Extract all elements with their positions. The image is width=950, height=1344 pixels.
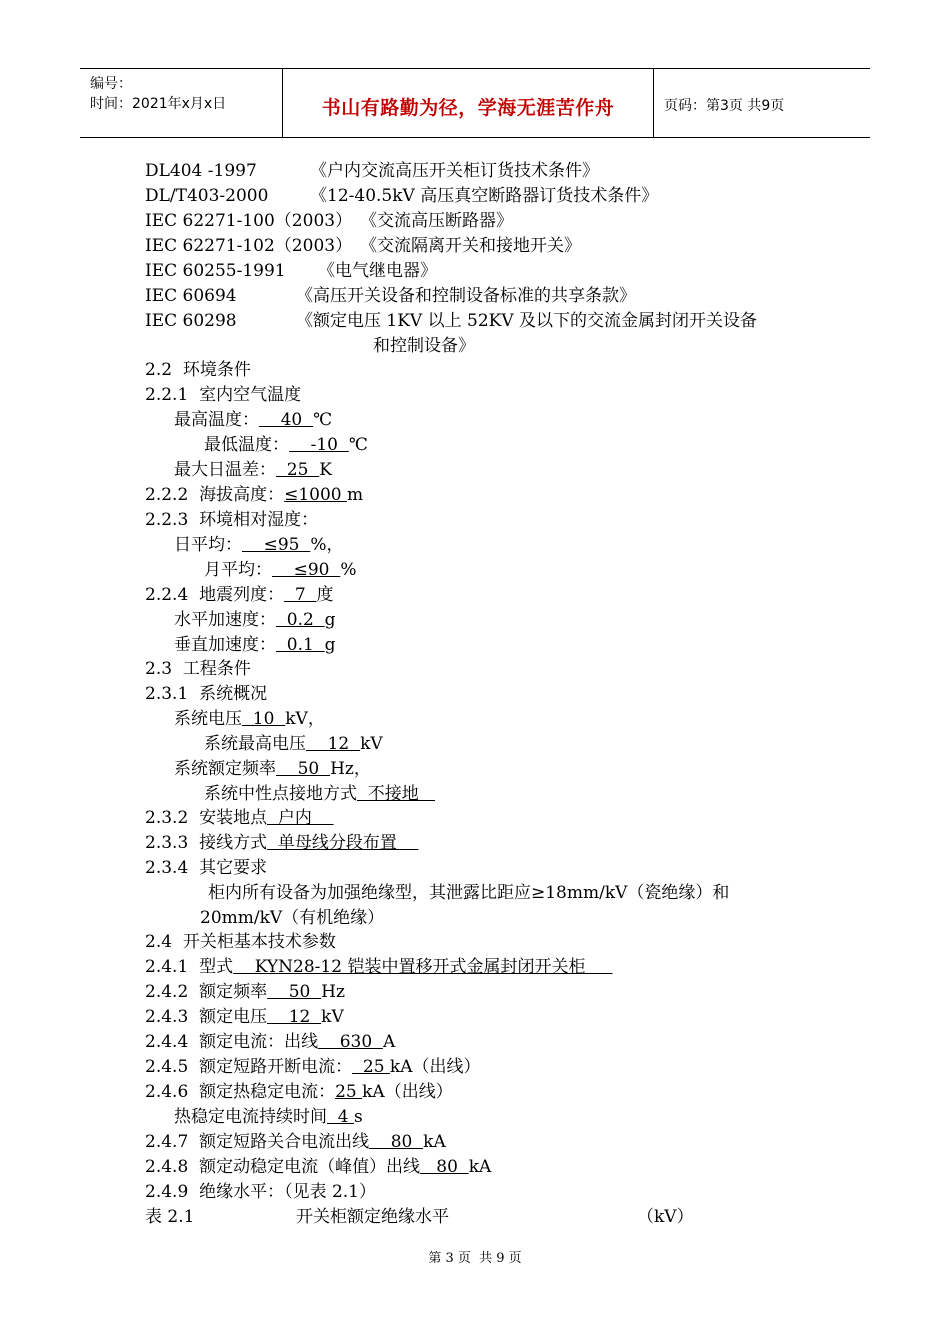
field-label: 最低温度： [204,435,289,455]
max-temp-row [174,410,332,430]
field-unit: kV， [285,709,325,729]
field-value: 单母线分段布置 [267,833,419,853]
field-value: 50 [267,982,322,1002]
table-unit: （kV） [637,1207,694,1227]
subsection-heading: 2.4.2 额定频率 [145,982,268,1002]
field-value: ≤90 [272,560,341,580]
field-label: 月平均： [204,560,272,580]
min-temp-row [204,435,368,455]
subsection-heading: 2.4.3 额定电压 [145,1007,268,1027]
vertical-accel-row [174,635,336,655]
field-unit: kA [423,1132,446,1152]
field-unit: g [324,610,336,630]
standard-title: 《额定电压 1KV 以上 52KV 及以下的交流金属封闭开关设备 [296,311,758,331]
field-unit: kA（出线） [389,1057,481,1077]
table-title: 开关柜额定绝缘水平 [296,1207,449,1227]
header-motto: 书山有路勤为径，学海无涯苦作舟 [321,97,615,119]
page-header [80,68,870,138]
monthly-humidity-row [204,560,356,580]
sys-voltage-row [174,709,325,729]
field-unit: Hz [321,982,345,1002]
subsection-heading: 2.2.4 地震列度： [145,585,285,605]
field-value: 12 [267,1007,322,1027]
field-unit: kA（出线） [362,1082,453,1102]
sys-freq-row [174,759,371,779]
field-value: 25 [276,460,320,480]
subsection-heading: 2.4.8 额定动稳定电流（峰值）出线 [145,1157,421,1177]
subsection-heading: 2.4.5 额定短路开断电流： [145,1057,353,1077]
subsection-heading: 2.2.1 室内空气温度 [145,385,302,405]
subsection-heading: 2.4.7 额定短路关合电流出线 [145,1132,370,1152]
field-value: 10 [242,709,286,729]
standard-code: IEC 62271-102（2003） [145,236,353,256]
field-label: 最高温度： [174,410,259,430]
paragraph-line: 柜内所有设备为加强绝缘型，其泄露比距应≥18mm/kV（瓷绝缘）和 [208,883,730,903]
standard-code: DL/T403-2000 [145,186,269,206]
field-value: 户内 [267,808,334,828]
field-value: 4 [327,1107,355,1127]
field-unit: kV [360,734,383,754]
daily-humidity-row [174,535,343,555]
subsection-heading: 2.4.4 额定电流：出线 [145,1032,319,1052]
field-value: 630 [318,1032,383,1052]
field-value: 40 [259,410,314,430]
subsection-heading: 2.3.1 系统概况 [145,684,268,704]
neutral-grounding-row [204,784,435,804]
table-label: 表 2.1 [145,1207,195,1227]
standard-title: 《户内交流高压开关柜订货技术条件》 [310,161,599,181]
field-unit: ℃ [313,410,333,430]
rated-voltage-row [145,1007,344,1027]
location-row [145,808,334,828]
field-unit: Hz， [330,759,371,779]
header-number: 编号： [90,76,132,92]
subsection-heading: 2.4.9 绝缘水平：（见表 2.1） [145,1182,377,1202]
field-label: 系统最高电压 [204,734,306,754]
field-unit: ℃ [348,435,368,455]
peak-current-row [145,1157,491,1177]
page-footer: 第 3 页 共 9 页 [428,1251,522,1266]
wiring-row [145,833,419,853]
subsection-heading: 2.3.4 其它要求 [145,858,268,878]
header-motto-cell [283,69,654,137]
field-value: 80 [369,1132,424,1152]
subsection-heading: 2.2.3 环境相对湿度： [145,510,319,530]
horizontal-accel-row [174,610,336,630]
paragraph-line: 20mm/kV（有机绝缘） [200,908,385,928]
field-value: 0.2 [276,610,325,630]
type-row [145,957,612,977]
standard-title: 《交流隔离开关和接地开关》 [360,236,581,256]
altitude-row [145,485,363,505]
section-heading: 2.2 环境条件 [145,360,251,380]
standard-title-continued: 和控制设备》 [373,336,475,356]
making-current-row [145,1132,446,1152]
field-value: 不接地 [357,784,436,804]
standard-code: IEC 62271-100（2003） [145,211,353,231]
standard-code: IEC 60694 [145,286,237,306]
field-unit: K [319,460,332,480]
header-page-number: 页码：第3页 共9页 [664,98,785,114]
field-unit: m [347,485,364,505]
field-value: ≤95 [242,535,311,555]
field-label: 系统额定频率 [174,759,276,779]
field-value: -10 [289,435,349,455]
field-value: 12 [306,734,361,754]
standard-title: 《电气继电器》 [318,261,437,281]
field-value: 50 [276,759,331,779]
field-label: 日平均： [174,535,242,555]
field-unit: %， [310,535,344,555]
field-unit: 度 [316,585,334,605]
breaking-current-row [145,1057,481,1077]
section-heading: 2.4 开关柜基本技术参数 [145,932,336,952]
standard-title: 《交流高压断路器》 [360,211,513,231]
standard-title: 《高压开关设备和控制设备标准的共享条款》 [296,286,636,306]
field-unit: % [340,560,357,580]
field-unit: s [354,1107,363,1127]
sys-max-voltage-row [204,734,383,754]
field-value: 25 [352,1057,390,1077]
header-info-cell [80,69,283,137]
subsection-heading: 2.3.3 接线方式 [145,833,268,853]
thermal-duration-row [174,1107,363,1127]
header-time: 时间：2021年x月x日 [90,96,227,112]
field-label: 系统电压 [174,709,242,729]
standard-title: 《12-40.5kV 高压真空断路器订货技术条件》 [310,186,659,206]
field-unit: kV [321,1007,344,1027]
standard-code: IEC 60298 [145,311,237,331]
field-label: 垂直加速度： [174,635,276,655]
subsection-heading: 2.2.2 海拔高度： [145,485,285,505]
field-value: KYN28-12 铠装中置移开式金属封闭开关柜 [233,957,613,977]
field-unit: A [382,1032,396,1052]
header-page-cell [654,69,870,137]
field-value: ≤1000 [284,485,347,505]
rated-freq-row [145,982,345,1002]
thermal-current-row [145,1082,453,1102]
field-label: 系统中性点接地方式 [204,784,357,804]
section-heading: 2.3 工程条件 [145,659,251,679]
seismic-row [145,585,334,605]
field-unit: kA [468,1157,492,1177]
rated-current-row [145,1032,395,1052]
field-value: 0.1 [276,635,325,655]
standard-code: DL404 -1997 [145,161,257,181]
field-label: 热稳定电流持续时间 [174,1107,327,1127]
field-value: 80 [420,1157,469,1177]
field-label: 水平加速度： [174,610,276,630]
standard-code: IEC 60255-1991 [145,261,286,281]
field-unit: g [324,635,336,655]
field-value: 7 [284,585,317,605]
subsection-heading: 2.4.1 型式 [145,957,234,977]
subsection-heading: 2.3.2 安装地点 [145,808,268,828]
field-value: 25 [335,1082,363,1102]
subsection-heading: 2.4.6 额定热稳定电流： [145,1082,336,1102]
daily-temp-diff-row [174,460,332,480]
field-label: 最大日温差： [174,460,276,480]
